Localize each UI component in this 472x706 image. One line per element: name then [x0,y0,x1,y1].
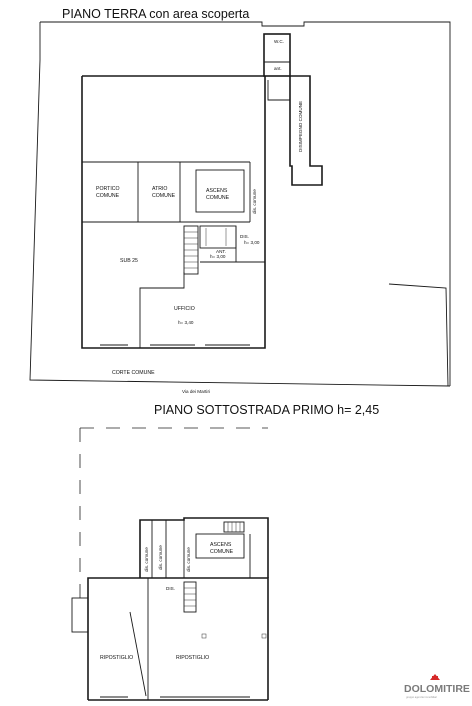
ascensore-label-1: ASCENS [206,188,228,194]
ground-floor-title: PIANO TERRA con area scoperta [62,7,250,21]
ground-floor-plan [30,7,450,394]
ufficio-label: UFFICIO [174,306,195,312]
ant2-height: h= 3,00 [210,254,226,259]
basement-ascensore-1: ASCENS [210,542,232,548]
basement-dis-label: DIS. [166,586,175,591]
corte-label: CORTE COMUNE [112,370,155,376]
logo-house-icon [430,674,440,680]
stair-basement-top [224,522,244,532]
wc-label: W.C. [274,39,284,44]
dis-label: DIS. [240,234,249,239]
basement-dis-comune-right: dis. comune [186,547,191,572]
disimpegno-label: DISIMPEGNO COMUNE [298,100,303,152]
ant-label: ant. [274,66,282,71]
dis-height: h= 3,00 [244,240,260,245]
logo-name: DOLOMITIRE [404,683,470,695]
basement-storage-outline [88,578,268,700]
street-label: Via dei Martiri [182,389,210,394]
atrio-label-1: ATRIO [152,186,168,192]
basement-side-niche [72,598,88,632]
sub-label: SUB 25 [120,258,138,264]
basement-title: PIANO SOTTOSTRADA PRIMO h= 2,45 [154,403,380,417]
corridor-step [268,80,290,100]
brand-logo [404,674,470,699]
basement-dis-comune-mid: dis. comune [158,545,163,570]
landing-box [200,226,236,248]
basement-plan [72,403,379,700]
open-area-edge [389,284,448,386]
dis-comune-label: dis. comune [252,189,257,214]
portico-label-2: COMUNE [96,193,120,199]
corridor-outline [290,76,322,185]
stair-basement [184,582,196,612]
stair-ground [184,226,198,274]
ripostiglio-right-label: RIPOSTIGLIO [176,655,210,661]
ufficio-height: h= 3,40 [178,320,194,325]
ripostiglio-door-swing [130,612,146,696]
logo-tagline: gruppo agenzie immobiliari [406,696,437,699]
basement-dis-comune-left: dis. comune [144,547,149,572]
ripostiglio-left-label: RIPOSTIGLIO [100,655,134,661]
ascensore-label-2: COMUNE [206,195,230,201]
basement-pillar-2 [262,634,266,638]
portico-label-1: PORTICO [96,186,120,192]
basement-ascensore-2: COMUNE [210,549,234,555]
ant2-label: ANT. [216,249,226,254]
atrio-label-2: COMUNE [152,193,176,199]
basement-pillar [202,634,206,638]
